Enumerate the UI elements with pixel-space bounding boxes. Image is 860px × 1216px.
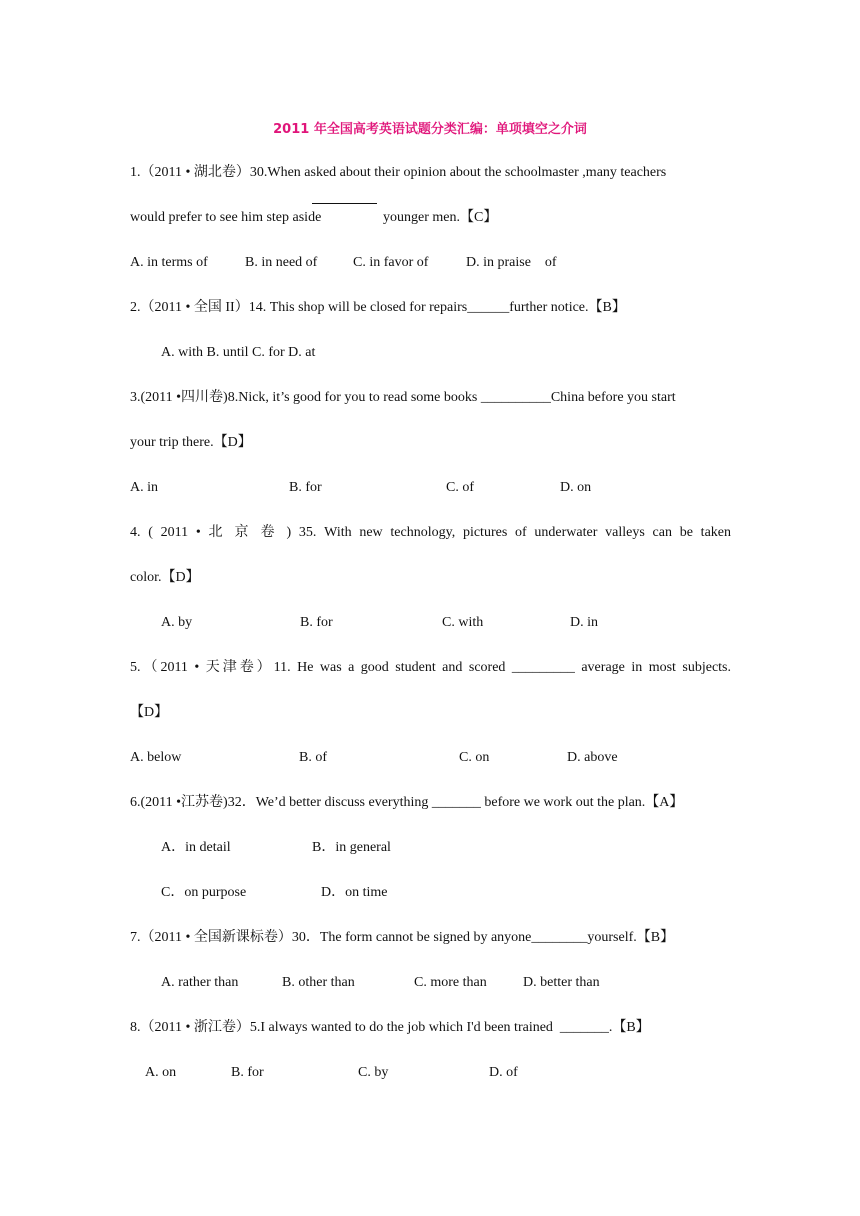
- question-5-stem: 5.（2011 • 天津卷）11. He was a good student and scored _________ average in most subjects.: [130, 660, 731, 675]
- question-6-option-b: B．in general: [312, 840, 391, 855]
- document-title: 2011 年全国高考英语试题分类汇编：单项填空之介词: [273, 122, 587, 137]
- question-4-option-a: A. by: [161, 615, 193, 630]
- question-3-stem: 3.(2011 •四川卷)8.Nick, it’s good for you to read some books __________China before you start: [130, 390, 676, 405]
- question-1-blank: [312, 203, 377, 204]
- question-8-option-c: C. by: [358, 1065, 389, 1080]
- question-4-option-b: B. for: [300, 615, 333, 630]
- question-5-option-b: B. of: [299, 750, 327, 765]
- question-5-option-c: C. on: [459, 750, 490, 765]
- question-3-option-c: C. of: [446, 480, 474, 495]
- question-6-option-a: A．in detail: [161, 840, 231, 855]
- question-1-option-d: D. in praise of: [466, 255, 557, 270]
- question-8-stem: 8.（2011 • 浙江卷）5.I always wanted to do the job which I'd been trained _______.【B】: [130, 1020, 650, 1035]
- question-7-stem: 7.（2011 • 全国新课标卷）30．The form cannot be signed by anyone________yourself.【B】: [130, 930, 675, 945]
- question-8-option-d: D. of: [489, 1065, 518, 1080]
- question-3-option-a: A. in: [130, 480, 158, 495]
- question-4-option-c: C. with: [442, 615, 484, 630]
- question-3-stem-cont: your trip there.【D】: [130, 435, 252, 450]
- question-1-option-b: B. in need of: [245, 255, 318, 270]
- question-7-option-d: D. better than: [523, 975, 600, 990]
- question-1-stem-cont: would prefer to see him step aside: [130, 210, 322, 225]
- question-8-option-a: A. on: [145, 1065, 177, 1080]
- question-5-option-d: D. above: [567, 750, 618, 765]
- question-1-option-c: C. in favor of: [353, 255, 429, 270]
- question-7-option-a: A. rather than: [161, 975, 239, 990]
- question-7-option-b: B. other than: [282, 975, 355, 990]
- question-6-option-c: C．on purpose: [161, 885, 247, 900]
- question-5-option-a: A. below: [130, 750, 182, 765]
- question-1-stem-end: younger men.【C】: [383, 210, 498, 225]
- question-4-stem-cont: color.【D】: [130, 570, 200, 585]
- question-6-option-d: D．on time: [321, 885, 388, 900]
- question-5-answer: 【D】: [130, 705, 169, 720]
- question-7-option-c: C. more than: [414, 975, 487, 990]
- question-8-option-b: B. for: [231, 1065, 264, 1080]
- question-6-stem: 6.(2011 •江苏卷)32．We’d better discuss everything _______ before we work out the plan.【A】: [130, 795, 684, 810]
- question-2-options: A. with B. until C. for D. at: [161, 345, 316, 360]
- question-1-option-a: A. in terms of: [130, 255, 208, 270]
- question-3-option-b: B. for: [289, 480, 322, 495]
- question-4-option-d: D. in: [570, 615, 598, 630]
- question-1-stem: 1.（2011 • 湖北卷）30.When asked about their opinion about the schoolmaster ,many teachers: [130, 165, 667, 180]
- question-3-option-d: D. on: [560, 480, 592, 495]
- question-4-stem: 4. ( 2011 • 北 京 卷 ) 35. With new technology, pictures of underwater valleys can be taken: [130, 525, 731, 540]
- question-2-stem: 2.（2011 • 全国 II）14. This shop will be closed for repairs______further notice.【B】: [130, 300, 626, 315]
